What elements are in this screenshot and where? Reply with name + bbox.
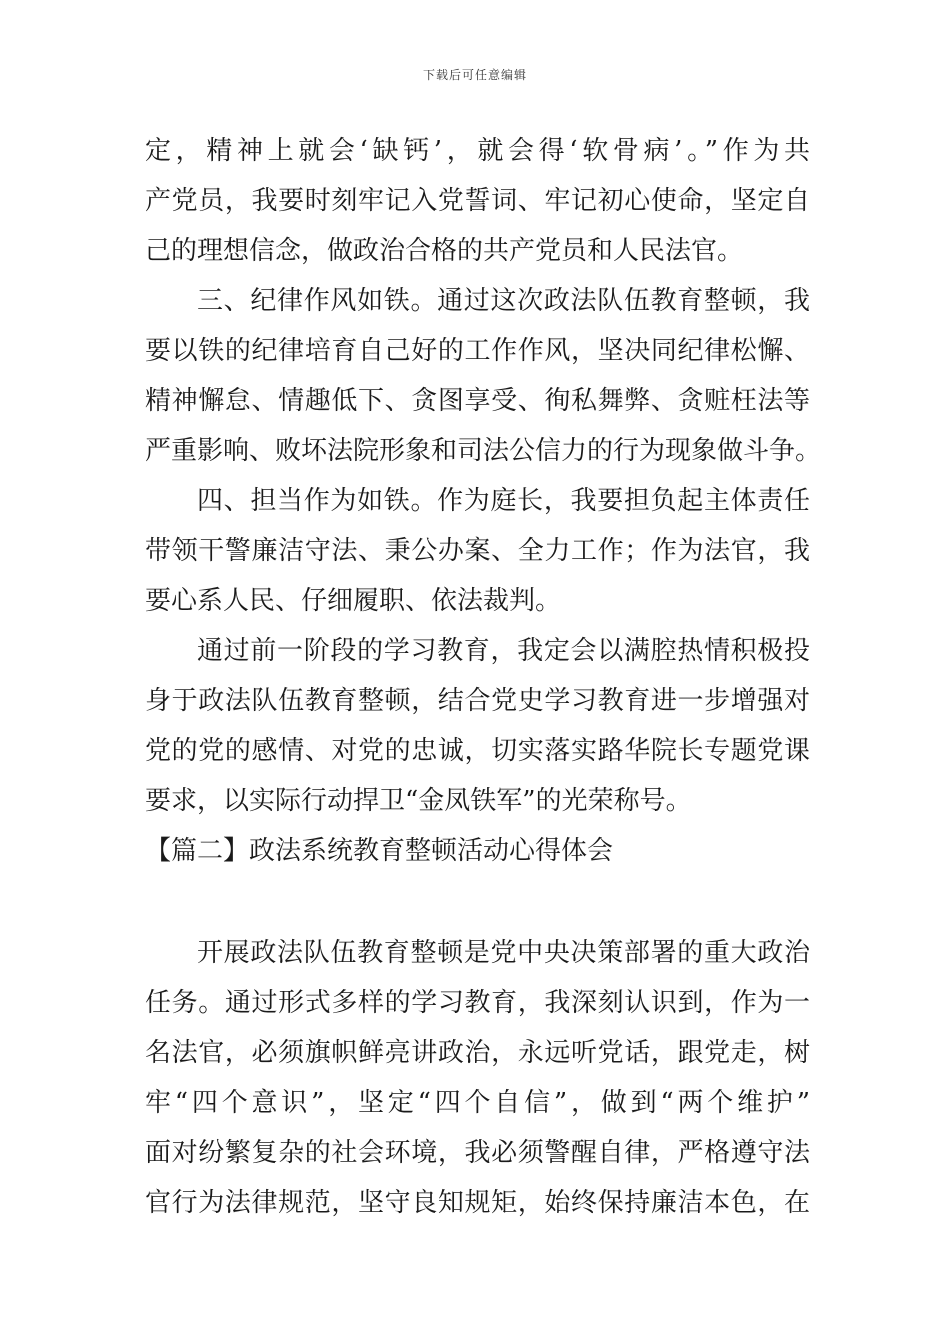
text-line: 任务。通过形式多样的学习教育，我深刻认识到，作为一	[145, 988, 810, 1018]
text-line: 面对纷繁复杂的社会环境，我必须警醒自律，严格遵守法	[145, 1138, 810, 1168]
paragraph-1	[145, 126, 810, 276]
text-line: 己的理想信念，做政治合格的共产党员和人民法官。	[145, 236, 744, 266]
text-line: 名法官，必须旗帜鲜亮讲政治，永远听党话，跟党走，树	[145, 1038, 810, 1068]
text-line: 要以铁的纪律培育自己好的工作作风，坚决同纪律松懈、	[145, 336, 810, 366]
text-line: 精神懈怠、情趣低下、贪图享受、徇私舞弊、贪赃枉法等	[145, 386, 810, 416]
section-title: 【篇二】政法系统教育整顿活动心得体会	[145, 836, 614, 866]
text-line: 定，精神上就会‘缺钙’，就会得‘软骨病’。”作为共	[145, 136, 810, 166]
text-line: 要求，以实际行动捍卫“金凤铁军”的光荣称号。	[145, 786, 692, 816]
paragraph-2	[145, 276, 822, 476]
blank-line	[145, 876, 810, 928]
text-line: 党的党的感情、对党的忠诚，切实落实路华院长专题党课	[145, 736, 810, 766]
paragraph-3	[145, 476, 810, 626]
text-line: 三、纪律作风如铁。通过这次政法队伍教育整顿，我	[197, 286, 810, 316]
text-line: 产党员，我要时刻牢记入党誓词、牢记初心使命，坚定自	[145, 186, 810, 216]
text-line: 牢“四个意识”，坚定“四个自信”，做到“两个维护”	[145, 1088, 810, 1118]
section-paragraph	[145, 928, 810, 1228]
text-line: 四、担当作为如铁。作为庭长，我要担负起主体责任	[197, 486, 810, 516]
text-line: 官行为法律规范，坚守良知规矩，始终保持廉洁本色，在	[145, 1188, 810, 1218]
document-body	[145, 126, 822, 1228]
text-line: 身于政法队伍教育整顿，结合党史学习教育进一步增强对	[145, 686, 810, 716]
text-line: 通过前一阶段的学习教育，我定会以满腔热情积极投	[197, 636, 810, 666]
text-line: 要心系人民、仔细履职、依法裁判。	[145, 586, 562, 616]
page-header-note: 下载后可任意编辑	[422, 68, 527, 82]
text-line: 带领干警廉洁守法、秉公办案、全力工作；作为法官，我	[145, 536, 810, 566]
paragraph-4	[145, 626, 810, 826]
text-line: 开展政法队伍教育整顿是党中央决策部署的重大政治	[197, 938, 810, 968]
text-line: 严重影响、败坏法院形象和司法公信力的行为现象做斗争。	[145, 436, 822, 466]
